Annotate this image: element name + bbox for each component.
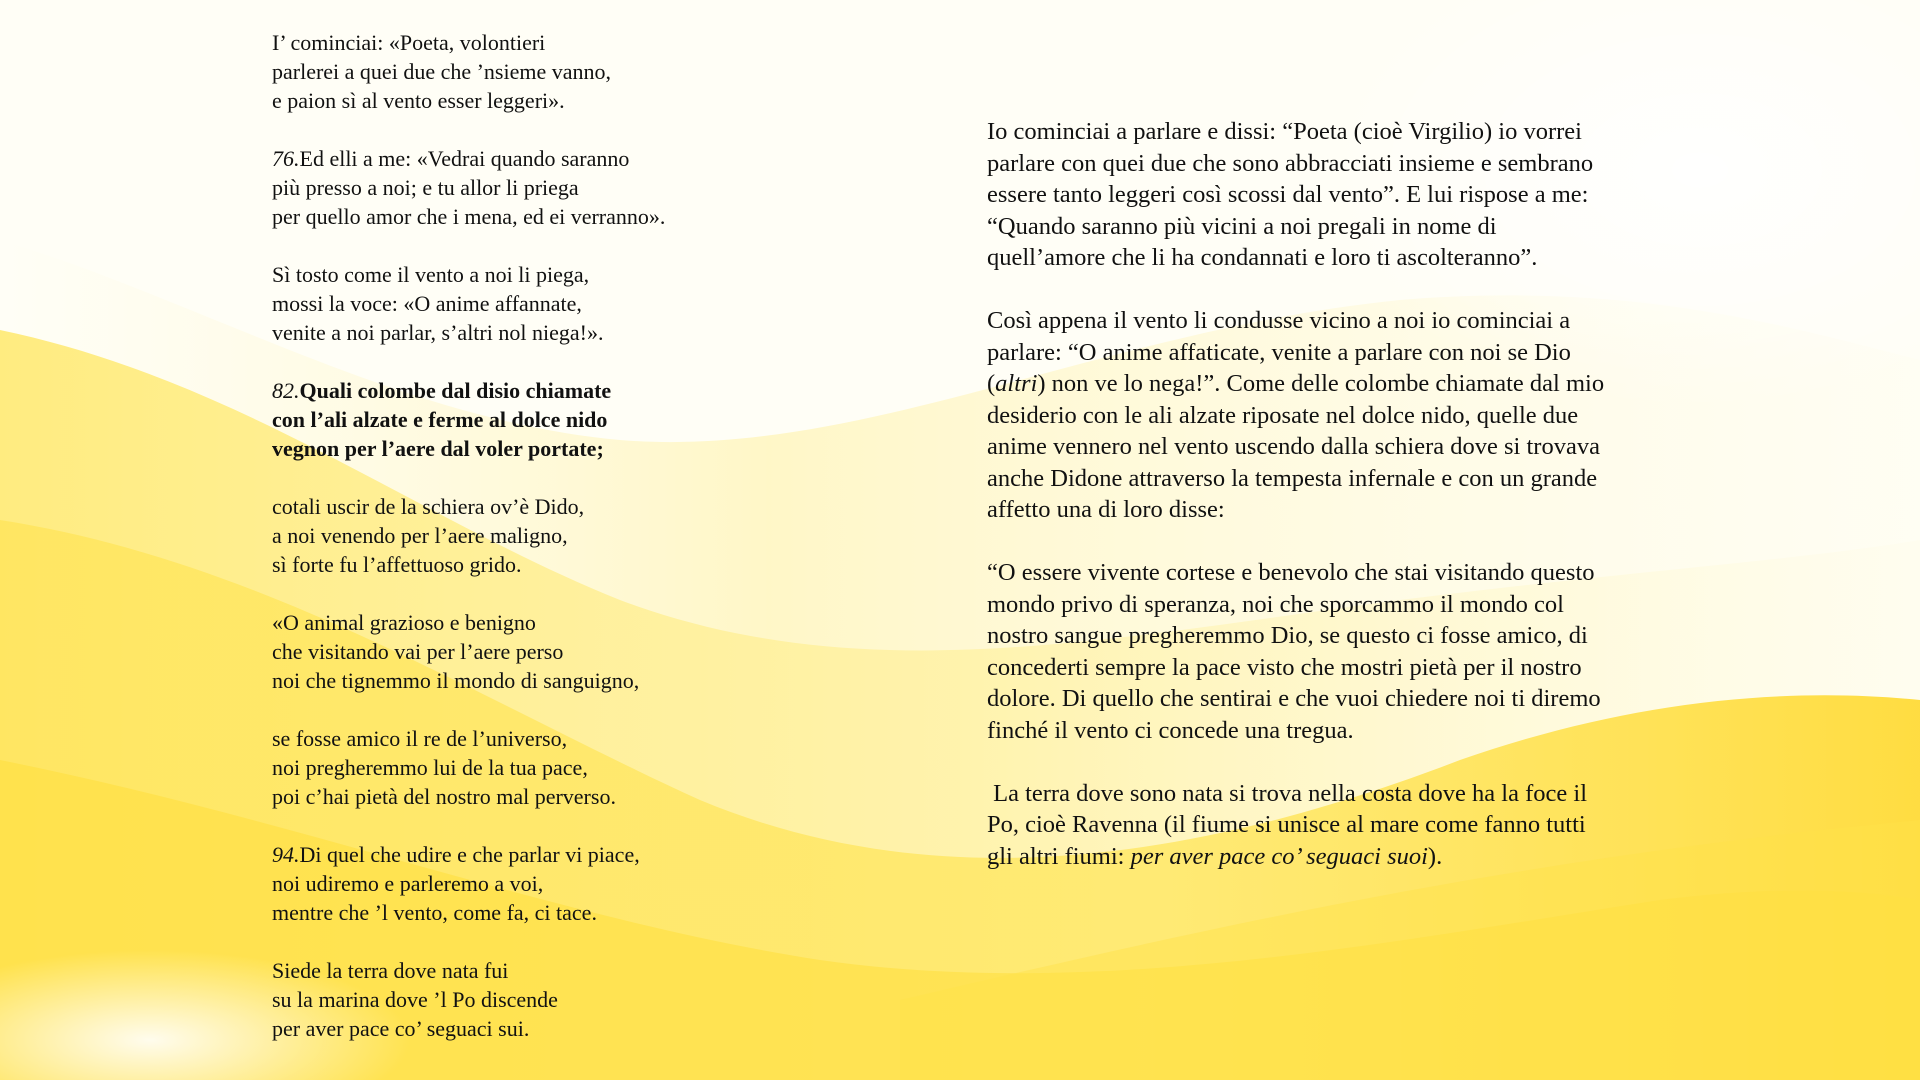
paraphrase-paragraph-2 bbox=[987, 305, 1607, 526]
verse-line: su la marina dove ’l Po discende bbox=[272, 987, 558, 1012]
verse-text: Ed elli a me: «Vedrai quando saranno bbox=[299, 146, 630, 171]
italic-quote: per aver pace co’ seguaci suoi bbox=[1130, 842, 1428, 870]
stanza-9 bbox=[272, 956, 832, 1043]
stanza-5 bbox=[272, 492, 832, 579]
paragraph-text: Così appena il vento li condusse vicino a noi io cominciai a parlare: “O anime affaticate, venite a parlare con noi se Dio ( bbox=[987, 307, 1571, 397]
verse-line: «O animal grazioso e benigno bbox=[272, 610, 536, 635]
paraphrase-paragraph-4 bbox=[987, 778, 1607, 873]
verse-line bbox=[272, 840, 832, 869]
verse-line: a noi venendo per l’aere maligno, bbox=[272, 523, 568, 548]
verse-line: Sì tosto come il vento a noi li piega, bbox=[272, 262, 590, 287]
verse-line: sì forte fu l’affettuoso grido. bbox=[272, 552, 522, 577]
verse-line: con l’ali alzate e ferme al dolce nido bbox=[272, 407, 608, 432]
stanza-7 bbox=[272, 724, 832, 811]
verse-line: parlerei a quei due che ’nsieme vanno, bbox=[272, 59, 612, 84]
verse-line: più presso a noi; e tu allor li priega bbox=[272, 175, 579, 200]
verse-line: venite a noi parlar, s’altri nol niega!». bbox=[272, 320, 604, 345]
verse-text: Quali colombe dal disio chiamate bbox=[299, 378, 612, 403]
paragraph-text: La terra dove sono nata si trova nella costa dove ha la foce il Po, cioè Ravenna (il fiume si unisce al mare come fanno tutti gli altri fiumi: bbox=[987, 779, 1594, 870]
paragraph-text: ). bbox=[1427, 842, 1443, 870]
verse-line: Siede la terra dove nata fui bbox=[272, 958, 509, 983]
paraphrase-paragraph-1: Io cominciai a parlare e dissi: “Poeta (cioè Virgilio) io vorrei parlare con quei due che sono abbracciati insieme e sembrano essere tanto leggeri così scossi dal vento”. E lui rispose a me: “Quando saranno più vicini a noi pregali in nome di quell’amore che li ha condannati e loro ti ascolteranno”. bbox=[987, 118, 1594, 271]
stanza-2 bbox=[272, 144, 832, 231]
verse-line: e paion sì al vento esser leggeri». bbox=[272, 88, 565, 113]
stanza-4-bold bbox=[272, 376, 832, 463]
poem-column bbox=[272, 28, 832, 1072]
stanza-1 bbox=[272, 28, 832, 115]
verse-line: noi pregheremmo lui de la tua pace, bbox=[272, 755, 588, 780]
paraphrase-paragraph-3: “O essere vivente cortese e benevolo che stai visitando questo mondo privo di speranza, noi che sporcammo il mondo col nostro sangue pregheremmo Dio, se questo ci fosse amico, di concederti sempre la pace visto che mostri pietà per il nostro dolore. Di quello che sentirai e che vuoi chiedere noi ti diremo finché il vento ci concede una tregua. bbox=[987, 559, 1601, 744]
verse-line: se fosse amico il re de l’universo, bbox=[272, 726, 568, 751]
verse-line bbox=[272, 376, 832, 405]
stanza-6 bbox=[272, 608, 832, 695]
verse-line bbox=[272, 144, 832, 173]
verse-number: 76. bbox=[272, 146, 300, 171]
paraphrase-column bbox=[987, 116, 1607, 904]
verse-line: cotali uscir de la schiera ov’è Dido, bbox=[272, 494, 585, 519]
verse-line: vegnon per l’aere dal voler portate; bbox=[272, 436, 604, 461]
italic-word: altri bbox=[995, 370, 1038, 397]
verse-text: Di quel che udire e che parlar vi piace, bbox=[299, 842, 640, 867]
verse-number: 82. bbox=[272, 378, 300, 403]
verse-line: che visitando vai per l’aere perso bbox=[272, 639, 564, 664]
verse-line: mossi la voce: «O anime affannate, bbox=[272, 291, 582, 316]
verse-line: per aver pace co’ seguaci sui. bbox=[272, 1016, 530, 1041]
verse-line: noi udiremo e parleremo a voi, bbox=[272, 871, 544, 896]
stanza-3 bbox=[272, 260, 832, 347]
verse-line: poi c’hai pietà del nostro mal perverso. bbox=[272, 784, 616, 809]
verse-line: I’ cominciai: «Poeta, volontieri bbox=[272, 30, 546, 55]
verse-number: 94. bbox=[272, 842, 300, 867]
paragraph-text: ) non ve lo nega!”. Come delle colombe chiamate dal mio desiderio con le ali alzate riposate nel dolce nido, quelle due anime vennero nel vento uscendo dalla schiera dove si trovava anche Didone attraverso la tempesta infernale e con un grande affetto una di loro disse: bbox=[987, 370, 1605, 523]
verse-line: noi che tignemmo il mondo di sanguigno, bbox=[272, 668, 640, 693]
verse-line: mentre che ’l vento, come fa, ci tace. bbox=[272, 900, 597, 925]
verse-line: per quello amor che i mena, ed ei verranno». bbox=[272, 204, 666, 229]
stanza-8 bbox=[272, 840, 832, 927]
